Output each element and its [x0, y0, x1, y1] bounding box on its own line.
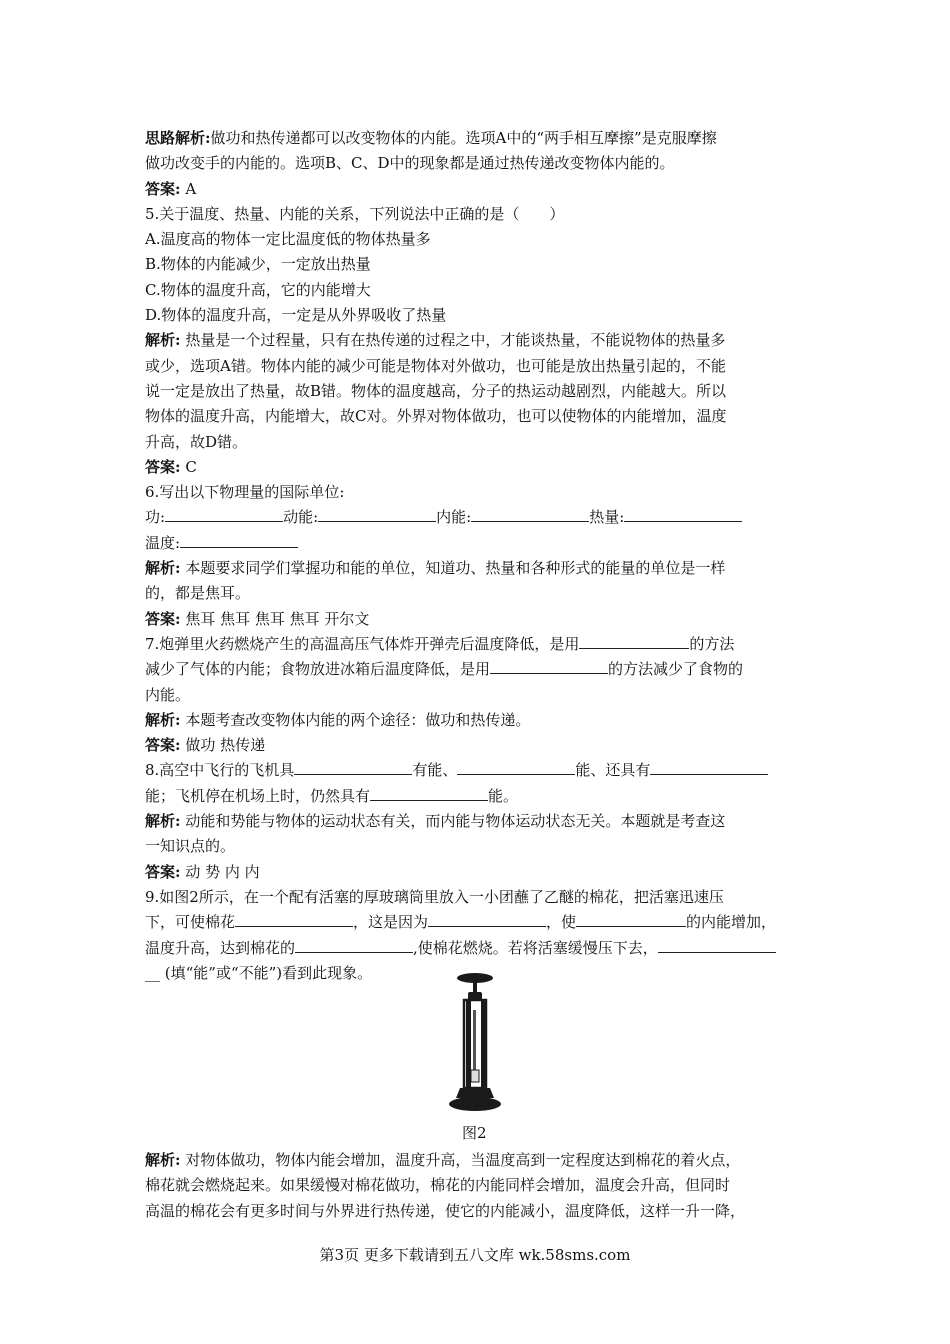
option-a: A.温度高的物体一定比温度低的物体热量多	[145, 230, 431, 249]
text-line: 思路解析:做功和热传递都可以改变物体的内能。选项A中的“两手相互摩擦”是克服摩擦	[145, 129, 717, 147]
label-explanation: 思路解析:	[145, 129, 211, 147]
answer-blank[interactable]	[490, 659, 608, 674]
option-b: B.物体的内能减少，一定放出热量	[145, 255, 371, 274]
text-line: 解析: 本题要求同学们掌握功和能的单位，知道功、热量和各种形式的能量的单位是一样	[145, 559, 726, 578]
answer-line: 答案: A	[145, 179, 197, 198]
answer-blank[interactable]	[428, 912, 546, 927]
answer-blank[interactable]	[457, 760, 575, 775]
fill-in-line: 温度:	[145, 531, 811, 556]
answer-blank[interactable]	[576, 912, 686, 927]
answer-blank[interactable]	[295, 938, 413, 953]
document-body-continued	[145, 1148, 811, 1224]
answer-blank[interactable]	[650, 760, 768, 775]
answer-blank[interactable]	[294, 760, 412, 775]
piston-cylinder-figure	[430, 970, 520, 1120]
text-line: __ (填“能”或“不能”)看到此现象。	[145, 963, 373, 982]
document-body	[145, 126, 811, 986]
answer-blank[interactable]	[579, 634, 689, 649]
option-c: C.物体的温度升高，它的内能增大	[145, 280, 371, 299]
text-line: 高温的棉花会有更多时间与外界进行热传递，使它的内能减小，温度降低，这样一升一降，	[145, 1201, 746, 1220]
text-line: 的，都是焦耳。	[145, 584, 251, 603]
text-line: 做功改变手的内能的。选项B、C、D中的现象都是通过热传递改变物体内能的。	[145, 154, 675, 173]
fill-in-line: 功: 动能: 内能: 热量:	[145, 505, 811, 530]
text-line: 说一定是放出了热量，故B错。物体的温度越高，分子的热运动越剧烈，内能越大。所以	[145, 381, 727, 400]
answer-blank[interactable]	[165, 507, 283, 522]
option-d: D.物体的温度升高，一定是从外界吸收了热量	[145, 306, 447, 325]
answer-blank[interactable]	[180, 533, 298, 548]
question-7: 7.炮弹里火药燃烧产生的高温高压气体炸开弹壳后温度降低，是用 的方法	[145, 634, 735, 653]
text-line: 一知识点的。	[145, 837, 236, 856]
question-5: 5.关于温度、热量、内能的关系，下列说法中正确的是（ ）	[145, 204, 565, 223]
text-line: 温度升高，达到棉花的 ,使棉花燃烧。若将活塞缓慢压下去，	[145, 936, 811, 961]
page-footer: 第3页 更多下载请到五八文库 wk.58sms.com	[319, 1246, 631, 1264]
answer-line: 答案: 动 势 内 内	[145, 862, 260, 881]
answer-blank[interactable]	[235, 912, 353, 927]
text-line: 下，可使棉花 ，这是因为 ，使 的内能增加，	[145, 913, 777, 932]
text-line: 内能。	[145, 685, 191, 704]
text-line: 棉花就会燃烧起来。如果缓慢对棉花做功，棉花的内能同样会增加，温度会升高，但同时	[145, 1176, 731, 1195]
answer-blank[interactable]	[471, 507, 589, 522]
question-9: 9.如图2所示，在一个配有活塞的厚玻璃筒里放入一小团蘸了乙醚的棉花，把活塞迅速压	[145, 887, 724, 906]
answer-line: 答案: C	[145, 457, 197, 476]
text-line: 升高，故D错。	[145, 432, 248, 451]
text-line: 或少，选项A错。物体内能的减少可能是物体对外做功，也可能是放出热量引起的，不能	[145, 356, 726, 375]
text-line: 能；飞机停在机场上时，仍然具有 能。	[145, 786, 519, 805]
answer-blank[interactable]	[624, 507, 742, 522]
text-line: 解析: 对物体做功，物体内能会增加，温度升高，当温度高到一定程度达到棉花的着火点，	[145, 1151, 741, 1169]
text-line: 减少了气体的内能；食物放进冰箱后温度降低，是用 的方法减少了食物的	[145, 660, 744, 679]
answer-line: 答案: 做功 热传递	[145, 736, 266, 755]
answer-blank[interactable]	[370, 786, 488, 801]
figure-caption: 图2	[462, 1124, 487, 1142]
question-8: 8.高空中飞行的飞机具 有能、 能、还具有	[145, 758, 811, 783]
text-line: 解析: 动能和势能与物体的运动状态有关，而内能与物体运动状态无关。本题就是考查这	[145, 812, 726, 831]
text-line: 解析: 本题考查改变物体内能的两个途径：做功和热传递。	[145, 710, 531, 729]
answer-blank[interactable]	[318, 507, 436, 522]
question-6: 6.写出以下物理量的国际单位:	[145, 483, 345, 502]
answer-blank[interactable]	[658, 938, 776, 953]
text-line: 物体的温度升高，内能增大，故C对。外界对物体做功，也可以使物体的内能增加，温度	[145, 407, 727, 426]
text-line: 解析: 热量是一个过程量，只有在热传递的过程之中，才能谈热量，不能说物体的热量多	[145, 331, 726, 350]
answer-line: 答案: 焦耳 焦耳 焦耳 焦耳 开尔文	[145, 609, 370, 628]
